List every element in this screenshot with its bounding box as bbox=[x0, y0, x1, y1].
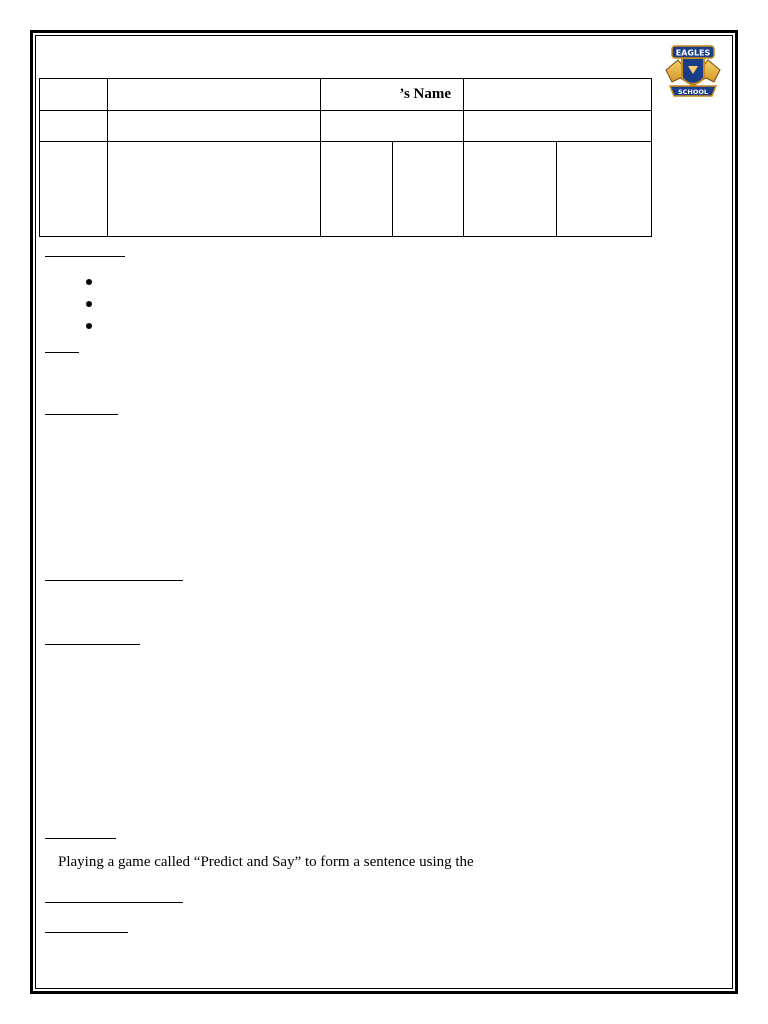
section-heading-underline bbox=[45, 414, 118, 415]
table-cell bbox=[108, 79, 321, 111]
table-cell bbox=[393, 142, 464, 237]
bullet-icon bbox=[86, 301, 92, 307]
table-cell bbox=[557, 142, 652, 237]
bullet-icon bbox=[86, 279, 92, 285]
activity-description: Playing a game called “Predict and Say” to form a sentence using the bbox=[58, 854, 474, 870]
bullet-icon bbox=[86, 323, 92, 329]
table-row bbox=[40, 79, 652, 111]
table-row bbox=[40, 142, 652, 237]
section-heading-underline bbox=[45, 352, 79, 353]
table-cell bbox=[108, 111, 321, 142]
table-cell bbox=[40, 111, 108, 142]
lesson-header-table bbox=[39, 78, 652, 237]
table-cell bbox=[464, 79, 652, 111]
table-cell bbox=[108, 142, 321, 237]
table-cell bbox=[40, 142, 108, 237]
section-heading-underline bbox=[45, 256, 125, 257]
table-cell bbox=[464, 142, 557, 237]
section-heading-underline bbox=[45, 902, 183, 903]
section-heading-underline bbox=[45, 580, 183, 581]
table-cell bbox=[464, 111, 652, 142]
teacher-name-label: ’s Name bbox=[321, 79, 464, 111]
logo-bottom-text: SCHOOL bbox=[677, 88, 709, 96]
table-cell bbox=[321, 142, 393, 237]
table-row bbox=[40, 111, 652, 142]
section-heading-underline bbox=[45, 838, 116, 839]
table-cell bbox=[321, 111, 464, 142]
table-cell bbox=[40, 79, 108, 111]
section-heading-underline bbox=[45, 644, 140, 645]
section-heading-underline bbox=[45, 932, 128, 933]
logo-top-text: EAGLES bbox=[675, 48, 711, 58]
eagles-school-logo bbox=[662, 44, 724, 102]
